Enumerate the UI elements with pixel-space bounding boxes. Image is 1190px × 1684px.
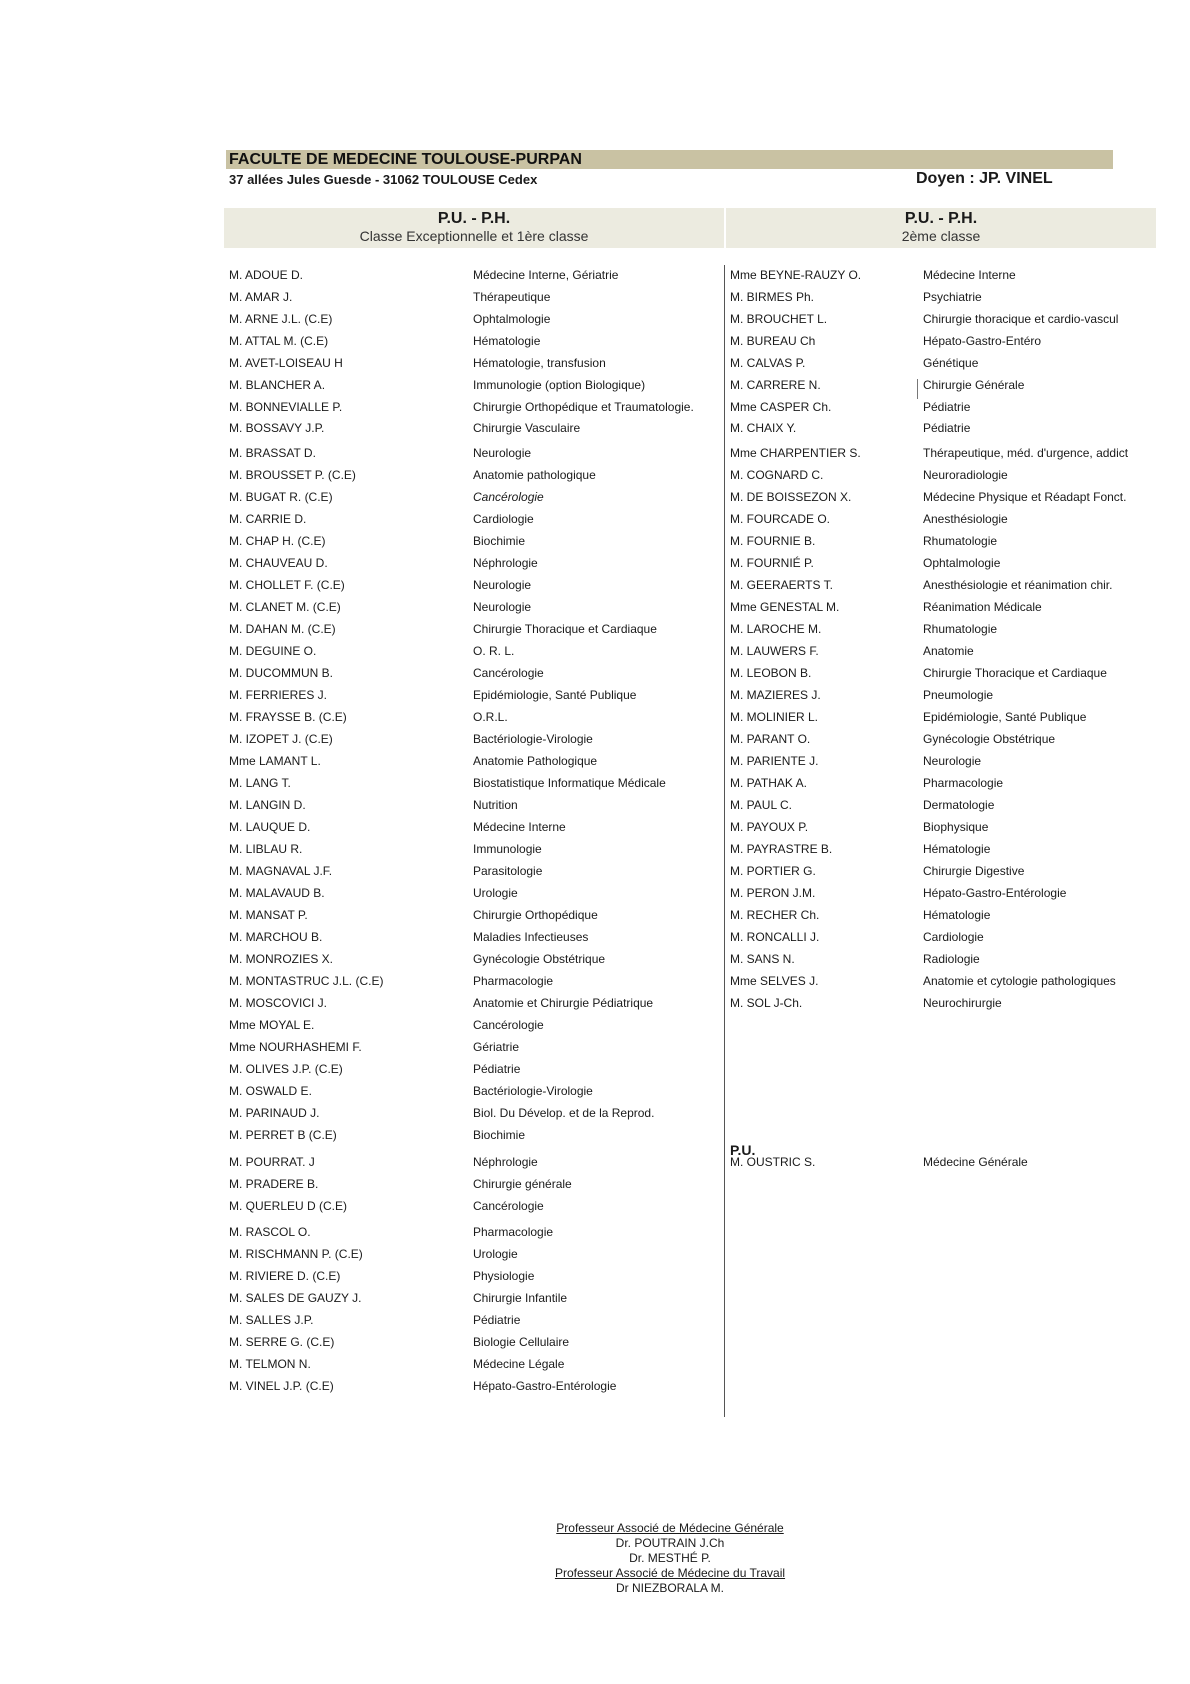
professor-name: M. RECHER Ch.: [730, 908, 820, 922]
professor-specialty: Hématologie: [923, 908, 991, 922]
professor-name: M. MANSAT P.: [229, 908, 308, 922]
professor-name: M. SOL J-Ch.: [730, 996, 803, 1010]
professor-specialty: Chirurgie Orthopédique et Traumatologie.: [473, 400, 694, 414]
professor-name: M. BROUSSET P. (C.E): [229, 468, 356, 482]
pu-section-title: P.U.: [730, 1142, 756, 1158]
professor-specialty: Hématologie: [923, 842, 991, 856]
professor-specialty: Biochimie: [473, 534, 526, 548]
professor-specialty: Anatomie et Chirurgie Pédiatrique: [473, 996, 654, 1010]
professor-name: M. LAROCHE M.: [730, 622, 822, 636]
professor-name: Mme SELVES J.: [730, 974, 819, 988]
right-header-subtitle: 2ème classe: [901, 228, 981, 244]
professor-specialty: Anatomie pathologique: [473, 468, 596, 482]
professor-specialty: Pédiatrie: [473, 1062, 521, 1076]
professor-specialty: Pharmacologie: [923, 776, 1004, 790]
professor-specialty: Urologie: [473, 1247, 518, 1261]
professor-name: Mme MOYAL E.: [229, 1018, 315, 1032]
professor-name: M. FERRIERES J.: [229, 688, 328, 702]
professor-specialty: Anatomie Pathologique: [473, 754, 598, 768]
professor-specialty: Néphrologie: [473, 556, 538, 570]
professor-specialty: Pneumologie: [923, 688, 994, 702]
professor-specialty: Néphrologie: [473, 1155, 538, 1169]
professor-name: M. DUCOMMUN B.: [229, 666, 333, 680]
professor-specialty: Médecine Légale: [473, 1357, 565, 1371]
professor-specialty: Médecine Physique et Réadapt Fonct.: [923, 490, 1127, 504]
professor-specialty: Chirurgie Générale: [923, 378, 1025, 392]
right-column-header: [726, 208, 1156, 248]
professor-specialty: Neuroradiologie: [923, 468, 1008, 482]
professor-name: M. BLANCHER A.: [229, 378, 326, 392]
footer-line-2: Dr. POUTRAIN J.Ch: [615, 1536, 725, 1550]
professor-name: M. BUGAT R. (C.E): [229, 490, 333, 504]
professor-specialty: Réanimation Médicale: [923, 600, 1042, 614]
professor-name: M. LAUQUE D.: [229, 820, 311, 834]
professor-name: M. PORTIER G.: [730, 864, 816, 878]
professor-name: M. POURRAT. J: [229, 1155, 315, 1169]
professor-specialty: O.R.L.: [473, 710, 508, 724]
professor-specialty: Psychiatrie: [923, 290, 982, 304]
dean-name: Doyen : JP. VINEL: [916, 170, 1053, 187]
professor-name: M. ADOUE D.: [229, 268, 304, 282]
professor-name: M. BONNEVIALLE P.: [229, 400, 343, 414]
professor-specialty: Biol. Du Dévelop. et de la Reprod.: [473, 1106, 655, 1120]
professor-specialty: Anesthésiologie et réanimation chir.: [923, 578, 1113, 592]
professor-name: M. CLANET M. (C.E): [229, 600, 341, 614]
professor-specialty: Epidémiologie, Santé Publique: [473, 688, 637, 702]
professor-specialty: Biophysique: [923, 820, 989, 834]
professor-specialty: Immunologie (option Biologique): [473, 378, 646, 392]
professor-name: M. OSWALD E.: [229, 1084, 312, 1098]
professor-name: M. MARCHOU B.: [229, 930, 323, 944]
professor-name: M. AMAR J.: [229, 290, 293, 304]
professor-name: M. PERRET B (C.E): [229, 1128, 337, 1142]
professor-name: M. MOSCOVICI J.: [229, 996, 328, 1010]
professor-specialty: Thérapeutique: [473, 290, 551, 304]
professor-name: M. GEERAERTS T.: [730, 578, 833, 592]
professor-name: M. MOLINIER L.: [730, 710, 819, 724]
professor-specialty: Epidémiologie, Santé Publique: [923, 710, 1087, 724]
professor-specialty: Biochimie: [473, 1128, 526, 1142]
professor-name: M. RONCALLI J.: [730, 930, 820, 944]
professor-specialty: Neurochirurgie: [923, 996, 1002, 1010]
professor-name: M. DEGUINE O.: [229, 644, 317, 658]
professor-specialty: Chirurgie Thoracique et Cardiaque: [473, 622, 657, 636]
professor-specialty: Gériatrie: [473, 1040, 520, 1054]
professor-specialty: Chirurgie Thoracique et Cardiaque: [923, 666, 1107, 680]
professor-name: M. SANS N.: [730, 952, 795, 966]
professor-name: M. MALAVAUD B.: [229, 886, 325, 900]
professor-specialty: Génétique: [923, 356, 979, 370]
professor-name: M. PARINAUD J.: [229, 1106, 320, 1120]
professor-name: M. VINEL J.P. (C.E): [229, 1379, 334, 1393]
professor-specialty: Rhumatologie: [923, 622, 998, 636]
professor-specialty: Médecine Générale: [923, 1155, 1028, 1169]
professor-specialty: Maladies Infectieuses: [473, 930, 589, 944]
professor-specialty: Ophtalmologie: [923, 556, 1001, 570]
professor-specialty: Dermatologie: [923, 798, 995, 812]
stray-mark: [917, 379, 918, 399]
left-header-title: P.U. - P.H.: [437, 210, 511, 227]
professor-name: M. LAUWERS F.: [730, 644, 819, 658]
professor-specialty: Cancérologie: [473, 1018, 544, 1032]
professor-specialty: Biologie Cellulaire: [473, 1335, 570, 1349]
professor-name: M. CHAUVEAU D.: [229, 556, 328, 570]
professor-specialty: Chirurgie générale: [473, 1177, 572, 1191]
professor-specialty: Médecine Interne, Gériatrie: [473, 268, 619, 282]
professor-specialty: Pédiatrie: [923, 400, 971, 414]
professor-name: M. BUREAU Ch: [730, 334, 816, 348]
professor-specialty: Biostatistique Informatique Médicale: [473, 776, 666, 790]
professor-specialty: Radiologie: [923, 952, 980, 966]
professor-specialty: Urologie: [473, 886, 518, 900]
professor-specialty: Cardiologie: [473, 512, 534, 526]
professor-name: M. PARIENTE J.: [730, 754, 819, 768]
professor-specialty: Médecine Interne: [923, 268, 1016, 282]
professor-name: M. SALES DE GAUZY J.: [229, 1291, 362, 1305]
professor-specialty: Parasitologie: [473, 864, 543, 878]
professor-name: M. ARNE J.L. (C.E): [229, 312, 333, 326]
professor-specialty: Bactériologie-Virologie: [473, 1084, 593, 1098]
professor-specialty: Cancérologie: [473, 490, 544, 504]
professor-specialty: Pédiatrie: [923, 421, 971, 435]
footer-line-5: Dr NIEZBORALA M.: [615, 1581, 725, 1595]
professor-name: M. AVET-LOISEAU H: [229, 356, 343, 370]
left-header-subtitle: Classe Exceptionnelle et 1ère classe: [359, 228, 589, 244]
professor-name: M. IZOPET J. (C.E): [229, 732, 333, 746]
professor-name: M. PAYOUX P.: [730, 820, 809, 834]
professor-specialty: Ophtalmologie: [473, 312, 551, 326]
professor-specialty: Immunologie: [473, 842, 542, 856]
professor-specialty: Neurologie: [923, 754, 982, 768]
professor-name: M. LANG T.: [229, 776, 291, 790]
professor-specialty: Anesthésiologie: [923, 512, 1008, 526]
professor-specialty: Gynécologie Obstétrique: [923, 732, 1056, 746]
professor-specialty: O. R. L.: [473, 644, 515, 658]
professor-name: M. BOSSAVY J.P.: [229, 421, 325, 435]
professor-name: M. ATTAL M. (C.E): [229, 334, 329, 348]
professor-name: M. SERRE G. (C.E): [229, 1335, 335, 1349]
professor-name: M. LEOBON B.: [730, 666, 812, 680]
professor-name: M. DE BOISSEZON X.: [730, 490, 852, 504]
professor-specialty: Chirurgie thoracique et cardio-vascul: [923, 312, 1119, 326]
professor-specialty: Bactériologie-Virologie: [473, 732, 593, 746]
professor-specialty: Hépato-Gastro-Entérologie: [473, 1379, 617, 1393]
professor-name: M. FRAYSSE B. (C.E): [229, 710, 347, 724]
professor-specialty: Chirurgie Digestive: [923, 864, 1025, 878]
professor-specialty: Rhumatologie: [923, 534, 998, 548]
professor-specialty: Thérapeutique, méd. d'urgence, addict: [923, 446, 1129, 460]
footer-line-1: Professeur Associé de Médecine Générale: [556, 1521, 784, 1535]
professor-specialty: Cardiologie: [923, 930, 984, 944]
professor-specialty: Hépato-Gastro-Entérologie: [923, 886, 1067, 900]
footer: [470, 1521, 870, 1596]
professor-name: M. QUERLEU D (C.E): [229, 1199, 348, 1213]
professor-specialty: Hématologie, transfusion: [473, 356, 606, 370]
professor-name: M. PAYRASTRE B.: [730, 842, 833, 856]
footer-line-3: Dr. MESTHÉ P.: [629, 1551, 711, 1565]
professor-name: M. MAZIERES J.: [730, 688, 821, 702]
professor-specialty: Hépato-Gastro-Entéro: [923, 334, 1042, 348]
professor-specialty: Hématologie: [473, 334, 541, 348]
professor-name: Mme CHARPENTIER S.: [730, 446, 861, 460]
professor-specialty: Nutrition: [473, 798, 518, 812]
professor-name: M. CHOLLET F. (C.E): [229, 578, 345, 592]
professor-specialty: Cancérologie: [473, 1199, 544, 1213]
professor-name: M. CARRIE D.: [229, 512, 307, 526]
professor-specialty: Médecine Interne: [473, 820, 566, 834]
faculty-address: 37 allées Jules Guesde - 31062 TOULOUSE Cedex: [229, 172, 538, 187]
professor-name: M. MONROZIES X.: [229, 952, 334, 966]
professor-specialty: Pédiatrie: [473, 1313, 521, 1327]
professor-name: M. BRASSAT D.: [229, 446, 316, 460]
professor-name: M. FOURNIE B.: [730, 534, 816, 548]
professor-specialty: Neurologie: [473, 446, 532, 460]
professor-name: M. PARANT O.: [730, 732, 811, 746]
professor-name: M. PATHAK A.: [730, 776, 807, 790]
professor-name: M. OUSTRIC S.: [730, 1155, 816, 1169]
professor-specialty: Anatomie: [923, 644, 974, 658]
column-divider: [724, 265, 725, 1417]
professor-name: M. RIVIERE D. (C.E): [229, 1269, 341, 1283]
professor-name: M. PRADERE B.: [229, 1177, 319, 1191]
professor-specialty: Pharmacologie: [473, 974, 554, 988]
professor-specialty: Chirurgie Orthopédique: [473, 908, 598, 922]
professor-specialty: Gynécologie Obstétrique: [473, 952, 606, 966]
professor-name: Mme NOURHASHEMI F.: [229, 1040, 362, 1054]
professor-name: M. RASCOL O.: [229, 1225, 311, 1239]
professor-name: M. DAHAN M. (C.E): [229, 622, 336, 636]
left-column-header: [224, 208, 724, 248]
professor-name: M. BROUCHET L.: [730, 312, 828, 326]
professor-name: M. FOURCADE O.: [730, 512, 831, 526]
right-header-title: P.U. - P.H.: [904, 210, 978, 227]
professor-name: M. CHAIX Y.: [730, 421, 797, 435]
professor-name: M. LIBLAU R.: [229, 842, 303, 856]
professor-name: M. CARRERE N.: [730, 378, 821, 392]
professor-specialty: Pharmacologie: [473, 1225, 554, 1239]
professor-name: M. PAUL C.: [730, 798, 793, 812]
professor-specialty: Anatomie et cytologie pathologiques: [923, 974, 1116, 988]
professor-name: M. RISCHMANN P. (C.E): [229, 1247, 363, 1261]
professor-specialty: Neurologie: [473, 600, 532, 614]
professor-specialty: Chirurgie Vasculaire: [473, 421, 581, 435]
professor-name: M. COGNARD C.: [730, 468, 824, 482]
professor-name: Mme GENESTAL M.: [730, 600, 840, 614]
professor-name: M. LANGIN D.: [229, 798, 306, 812]
professor-specialty: Neurologie: [473, 578, 532, 592]
professor-name: Mme CASPER Ch.: [730, 400, 832, 414]
professor-specialty: Physiologie: [473, 1269, 535, 1283]
footer-line-4: Professeur Associé de Médecine du Travail: [554, 1566, 786, 1580]
professor-name: M. MAGNAVAL J.F.: [229, 864, 333, 878]
professor-name: M. BIRMES Ph.: [730, 290, 815, 304]
professor-name: M. SALLES J.P.: [229, 1313, 314, 1327]
professor-name: M. TELMON N.: [229, 1357, 311, 1371]
professor-specialty: Chirurgie Infantile: [473, 1291, 568, 1305]
professor-specialty: Cancérologie: [473, 666, 544, 680]
professor-name: M. CHAP H. (C.E): [229, 534, 326, 548]
faculty-title: FACULTE DE MEDECINE TOULOUSE-PURPAN: [226, 150, 1113, 169]
professor-name: Mme LAMANT L.: [229, 754, 321, 768]
professor-name: M. FOURNIÉ P.: [730, 556, 814, 570]
professor-name: M. CALVAS P.: [730, 356, 806, 370]
professor-name: M. OLIVES J.P. (C.E): [229, 1062, 343, 1076]
professor-name: M. PERON J.M.: [730, 886, 816, 900]
professor-name: Mme BEYNE-RAUZY O.: [730, 268, 862, 282]
professor-name: M. MONTASTRUC J.L. (C.E): [229, 974, 384, 988]
